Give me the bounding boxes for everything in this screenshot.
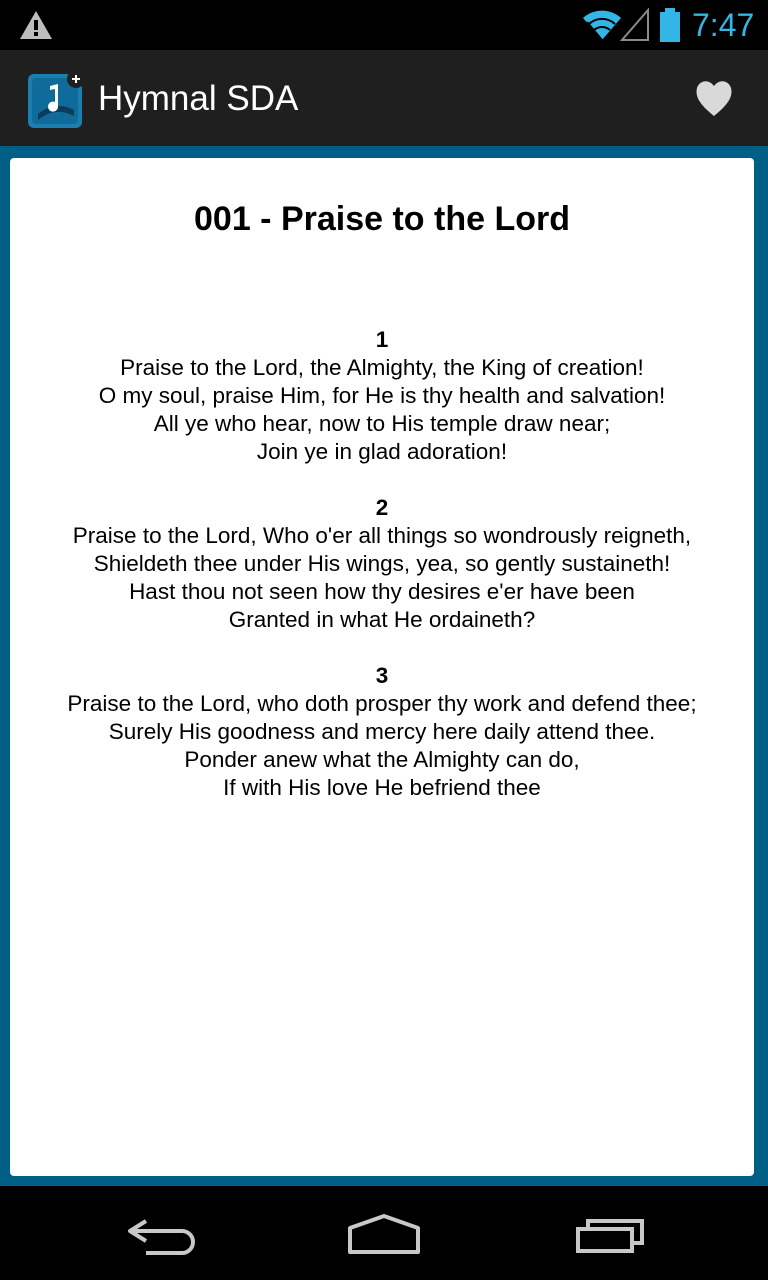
verse-line: If with His love He befriend thee <box>223 775 541 800</box>
verse-line: Praise to the Lord, who doth prosper thy work and defend thee; <box>67 691 697 716</box>
verse-line: Hast thou not seen how thy desires e'er have been <box>129 579 635 604</box>
verse-line: Praise to the Lord, Who o'er all things so wondrously reigneth, <box>72 523 692 548</box>
hymn-card[interactable] <box>10 158 754 1176</box>
hymn-title: 001 - Praise to the Lord <box>194 200 570 238</box>
verse-number: 2 <box>375 495 389 520</box>
action-bar <box>0 50 768 146</box>
verse-line: O my soul, praise Him, for He is thy health and salvation! <box>98 383 666 408</box>
verse-number: 3 <box>375 663 389 688</box>
heart-icon <box>695 78 733 118</box>
verse-line: All ye who hear, now to His temple draw near; <box>153 411 611 436</box>
verse-line: Granted in what He ordaineth? <box>228 607 536 632</box>
recents-icon <box>574 1215 646 1255</box>
verse-line: Ponder anew what the Almighty can do, <box>184 747 580 772</box>
verse-2 <box>10 494 754 634</box>
verse-line: Shieldeth thee under His wings, yea, so gently sustaineth! <box>93 551 671 576</box>
verse-line: Surely His goodness and mercy here daily attend thee. <box>108 719 656 744</box>
battery-icon <box>658 7 682 43</box>
app-icon[interactable] <box>28 70 86 128</box>
signal-icon <box>620 8 650 42</box>
content-frame <box>0 146 768 1186</box>
nav-bar <box>0 1186 768 1280</box>
hymn-verses <box>10 326 754 830</box>
app-title: Hymnal SDA <box>98 79 299 118</box>
verse-3 <box>10 662 754 802</box>
status-bar <box>0 0 768 50</box>
favorite-button[interactable] <box>686 70 742 126</box>
back-button[interactable] <box>100 1200 220 1270</box>
verse-number: 1 <box>375 327 389 352</box>
back-icon <box>124 1213 196 1257</box>
verse-1 <box>10 326 754 466</box>
home-button[interactable] <box>324 1200 444 1270</box>
recents-button[interactable] <box>550 1200 670 1270</box>
verse-line: Join ye in glad adoration! <box>256 439 508 464</box>
wifi-icon <box>581 8 623 42</box>
verse-line: Praise to the Lord, the Almighty, the King of creation! <box>120 355 644 380</box>
home-icon <box>346 1214 422 1256</box>
warning-icon <box>18 9 54 41</box>
status-time: 7:47 <box>692 7 755 43</box>
